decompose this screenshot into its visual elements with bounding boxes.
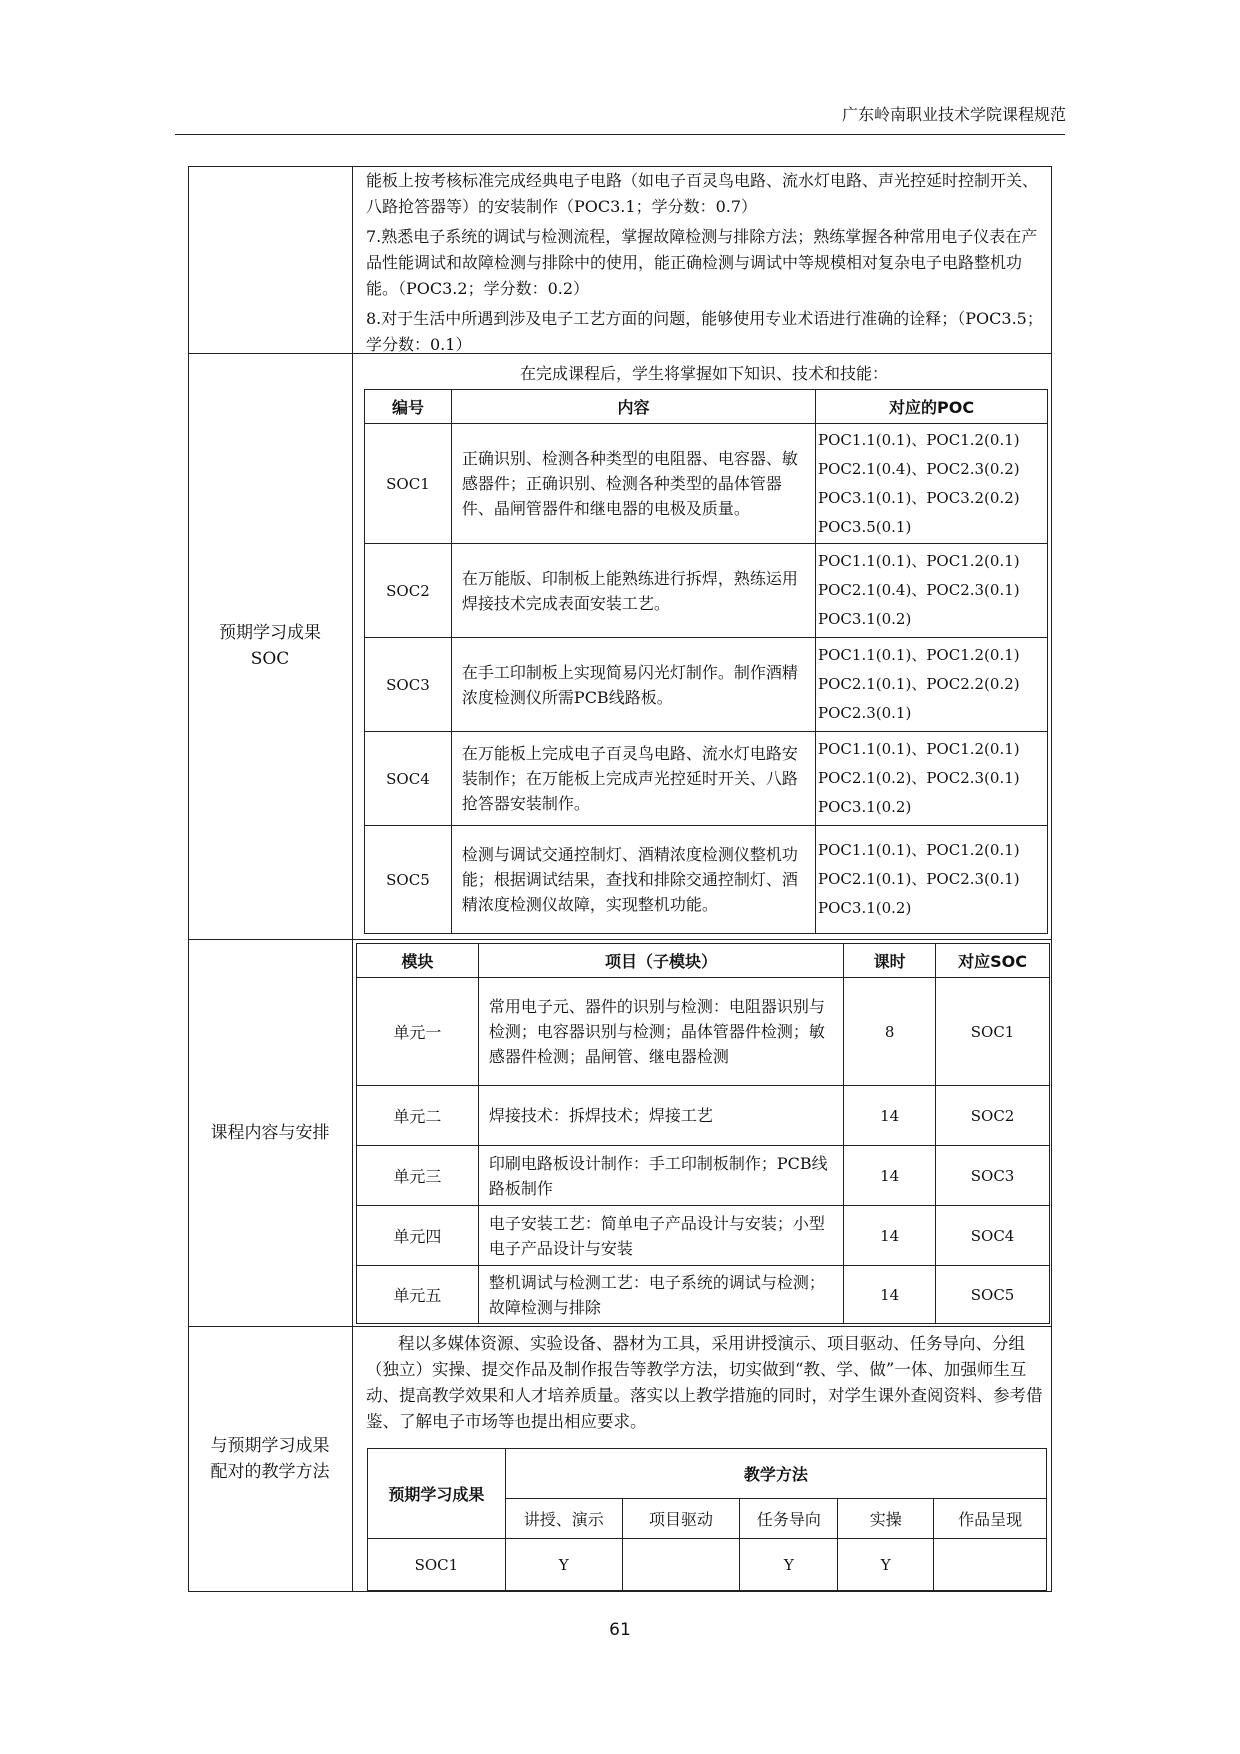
soc-content: 检测与调试交通控制灯、酒精浓度检测仪整机功能；根据调试结果，查找和排除交通控制灯、酒精浓度检测仪故障，实现整机功能。: [451, 826, 815, 934]
content-header-soc: 对应SOC: [936, 944, 1050, 978]
content-header-module: 模块: [357, 944, 479, 978]
soc-intro: 在完成课程后，学生将掌握如下知识、技术和技能：: [519, 364, 888, 383]
module-soc: SOC1: [936, 978, 1050, 1086]
module-project: 印刷电路板设计制作：手工印制板制作；PCB线路板制作: [478, 1146, 843, 1206]
module-hours: 14: [844, 1086, 936, 1146]
soc-id: SOC5: [365, 826, 452, 934]
soc-table-header: [365, 390, 1048, 424]
soc-content: 在手工印制板上实现简易闪光灯制作。制作酒精浓度检测仪所需PCB线路板。: [451, 638, 815, 732]
poc-line: POC2.1(0.1)、POC2.2(0.2): [818, 675, 1020, 693]
method-col-showcase: 作品呈现: [934, 1499, 1047, 1539]
poc-line: POC3.1(0.2): [818, 610, 912, 628]
method-label-line2: 配对的教学方法: [210, 1462, 330, 1482]
table-row: [365, 424, 1048, 544]
method-label-line1: 与预期学习成果: [210, 1436, 330, 1456]
poc-line: POC1.1(0.1)、POC1.2(0.1): [818, 740, 1020, 758]
module-hours: 8: [844, 978, 936, 1086]
module-soc: SOC2: [936, 1086, 1050, 1146]
soc-label-line1: 预期学习成果: [219, 623, 321, 643]
soc-poc: [816, 544, 1048, 638]
module-hours: 14: [844, 1266, 936, 1324]
module-hours: 14: [844, 1146, 936, 1206]
poc-line: POC1.1(0.1)、POC1.2(0.1): [818, 430, 1020, 449]
method-table: [367, 1448, 1047, 1591]
method-col-practice: 实操: [838, 1499, 934, 1539]
poc-line: POC2.1(0.2)、POC2.3(0.1): [818, 769, 1020, 787]
module-soc: SOC4: [936, 1206, 1050, 1266]
document-header-title: 广东岭南职业技术学院课程规范: [841, 105, 1066, 124]
row1-line-2: 7.熟悉电子系统的调试与检测流程，掌握故障检测与排除方法；熟练掌握各种常用电子仪表在产品性能调试和故障检测与排除中的使用，能正确检测与调试中等规模相对复杂电子电路整机功能。（POC3.2；学分数：0.2）: [366, 227, 1038, 298]
table-row: [365, 732, 1048, 826]
table-row: [357, 1206, 1050, 1266]
poc-line: POC3.1(0.1)、POC3.2(0.2): [818, 488, 1020, 507]
poc-line: POC3.5(0.1): [818, 517, 912, 536]
soc-id: SOC1: [365, 424, 452, 544]
soc-label-cell: [188, 353, 352, 939]
table-row: [365, 544, 1048, 638]
content-label-cell: [188, 939, 352, 1326]
content-table-header: [357, 944, 1050, 978]
poc-line: POC2.3(0.1): [818, 704, 912, 722]
method-mark: Y: [838, 1539, 934, 1591]
soc-poc: [816, 638, 1048, 732]
poc-line: POC2.1(0.4)、POC2.3(0.2): [818, 459, 1020, 478]
soc-content: 在万能版、印制板上能熟练进行拆焊，熟练运用焊接技术完成表面安装工艺。: [451, 544, 815, 638]
module-soc: SOC5: [936, 1266, 1050, 1324]
poc-line: POC1.1(0.1)、POC1.2(0.1): [818, 646, 1020, 664]
module-name: 单元一: [357, 978, 479, 1086]
poc-line: POC2.1(0.1)、POC2.3(0.1): [818, 870, 1020, 888]
poc-line: POC2.1(0.4)、POC2.3(0.1): [818, 581, 1020, 599]
row1-label-cell: [188, 166, 352, 353]
column-divider: [352, 166, 353, 1592]
method-mark: Y: [505, 1539, 622, 1591]
module-project: 整机调试与检测工艺：电子系统的调试与检测；故障检测与排除: [478, 1266, 843, 1324]
soc-table: [364, 389, 1048, 934]
content-table: [356, 943, 1050, 1324]
poc-line: POC3.1(0.2): [818, 798, 912, 816]
module-hours: 14: [844, 1206, 936, 1266]
method-paragraph: 程以多媒体资源、实验设备、器材为工具，采用讲授演示、项目驱动、任务导向、分组（独立）实操、提交作品及制作报告等教学方法，切实做到“教、学、做”一体、加强师生互动、提高教学效果和人才培养质量。落实以上教学措施的同时，对学生课外查阅资料、参考借鉴、了解电子市场等也提出相应要求。: [366, 1334, 1043, 1431]
module-soc: SOC3: [936, 1146, 1050, 1206]
method-table-header-row1: [368, 1449, 1047, 1499]
module-project: 常用电子元、器件的识别与检测：电阻器识别与检测；电容器识别与检测；晶体管器件检测；敏感器件检测；晶闸管、继电器检测: [478, 978, 843, 1086]
soc-header-poc: 对应的POC: [816, 390, 1048, 424]
table-row: [365, 638, 1048, 732]
content-header-project: 项目（子模块）: [478, 944, 843, 978]
method-mark: [934, 1539, 1047, 1591]
method-col-lecture: 讲授、演示: [505, 1499, 622, 1539]
soc-id: SOC4: [365, 732, 452, 826]
poc-line: POC1.1(0.1)、POC1.2(0.1): [818, 841, 1020, 859]
method-col-project: 项目驱动: [622, 1499, 740, 1539]
row1-line-1: 能板上按考核标准完成经典电子电路（如电子百灵鸟电路、流水灯电路、声光控延时控制开关、八路抢答器等）的安装制作（POC3.1；学分数：0.7）: [366, 171, 1039, 216]
row1-line-3: 8.对于生活中所遇到涉及电子工艺方面的问题，能够使用专业术语进行准确的诠释；（POC3.5；学分数：0.1）: [366, 309, 1043, 354]
method-outcome: SOC1: [368, 1539, 506, 1591]
method-mark: Y: [740, 1539, 838, 1591]
row1-text: [366, 168, 1046, 358]
method-mark: [622, 1539, 740, 1591]
soc-header-content: 内容: [451, 390, 815, 424]
method-header-outcome: 预期学习成果: [368, 1449, 506, 1539]
module-name: 单元五: [357, 1266, 479, 1324]
table-row: [357, 1146, 1050, 1206]
page-number: 61: [609, 1620, 631, 1640]
module-project: 电子安装工艺：简单电子产品设计与安装；小型电子产品设计与安装: [478, 1206, 843, 1266]
method-label-cell: [188, 1326, 352, 1592]
soc-content: 正确识别、检测各种类型的电阻器、电容器、敏感器件；正确识别、检测各种类型的晶体管器件、晶闸管器件和继电器的电极及质量。: [451, 424, 815, 544]
module-project: 焊接技术：拆焊技术；焊接工艺: [478, 1086, 843, 1146]
method-header-method: 教学方法: [505, 1449, 1046, 1499]
soc-id: SOC2: [365, 544, 452, 638]
poc-line: POC3.1(0.2): [818, 899, 912, 917]
content-header-hours: 课时: [844, 944, 936, 978]
soc-poc: [816, 424, 1048, 544]
soc-label-line2: SOC: [250, 649, 290, 669]
method-col-task: 任务导向: [740, 1499, 838, 1539]
poc-line: POC1.1(0.1)、POC1.2(0.1): [818, 552, 1020, 570]
table-row: [357, 978, 1050, 1086]
header-rule: [175, 134, 1065, 135]
table-row: [357, 1086, 1050, 1146]
module-name: 单元三: [357, 1146, 479, 1206]
soc-content: 在万能板上完成电子百灵鸟电路、流水灯电路安装制作；在万能板上完成声光控延时开关、八路抢答器安装制作。: [451, 732, 815, 826]
content-label: 课程内容与安排: [210, 1122, 330, 1143]
module-name: 单元二: [357, 1086, 479, 1146]
soc-poc: [816, 826, 1048, 934]
soc-poc: [816, 732, 1048, 826]
soc-header-id: 编号: [365, 390, 452, 424]
module-name: 单元四: [357, 1206, 479, 1266]
soc-id: SOC3: [365, 638, 452, 732]
table-row: [368, 1539, 1047, 1591]
table-row: [365, 826, 1048, 934]
table-row: [357, 1266, 1050, 1324]
